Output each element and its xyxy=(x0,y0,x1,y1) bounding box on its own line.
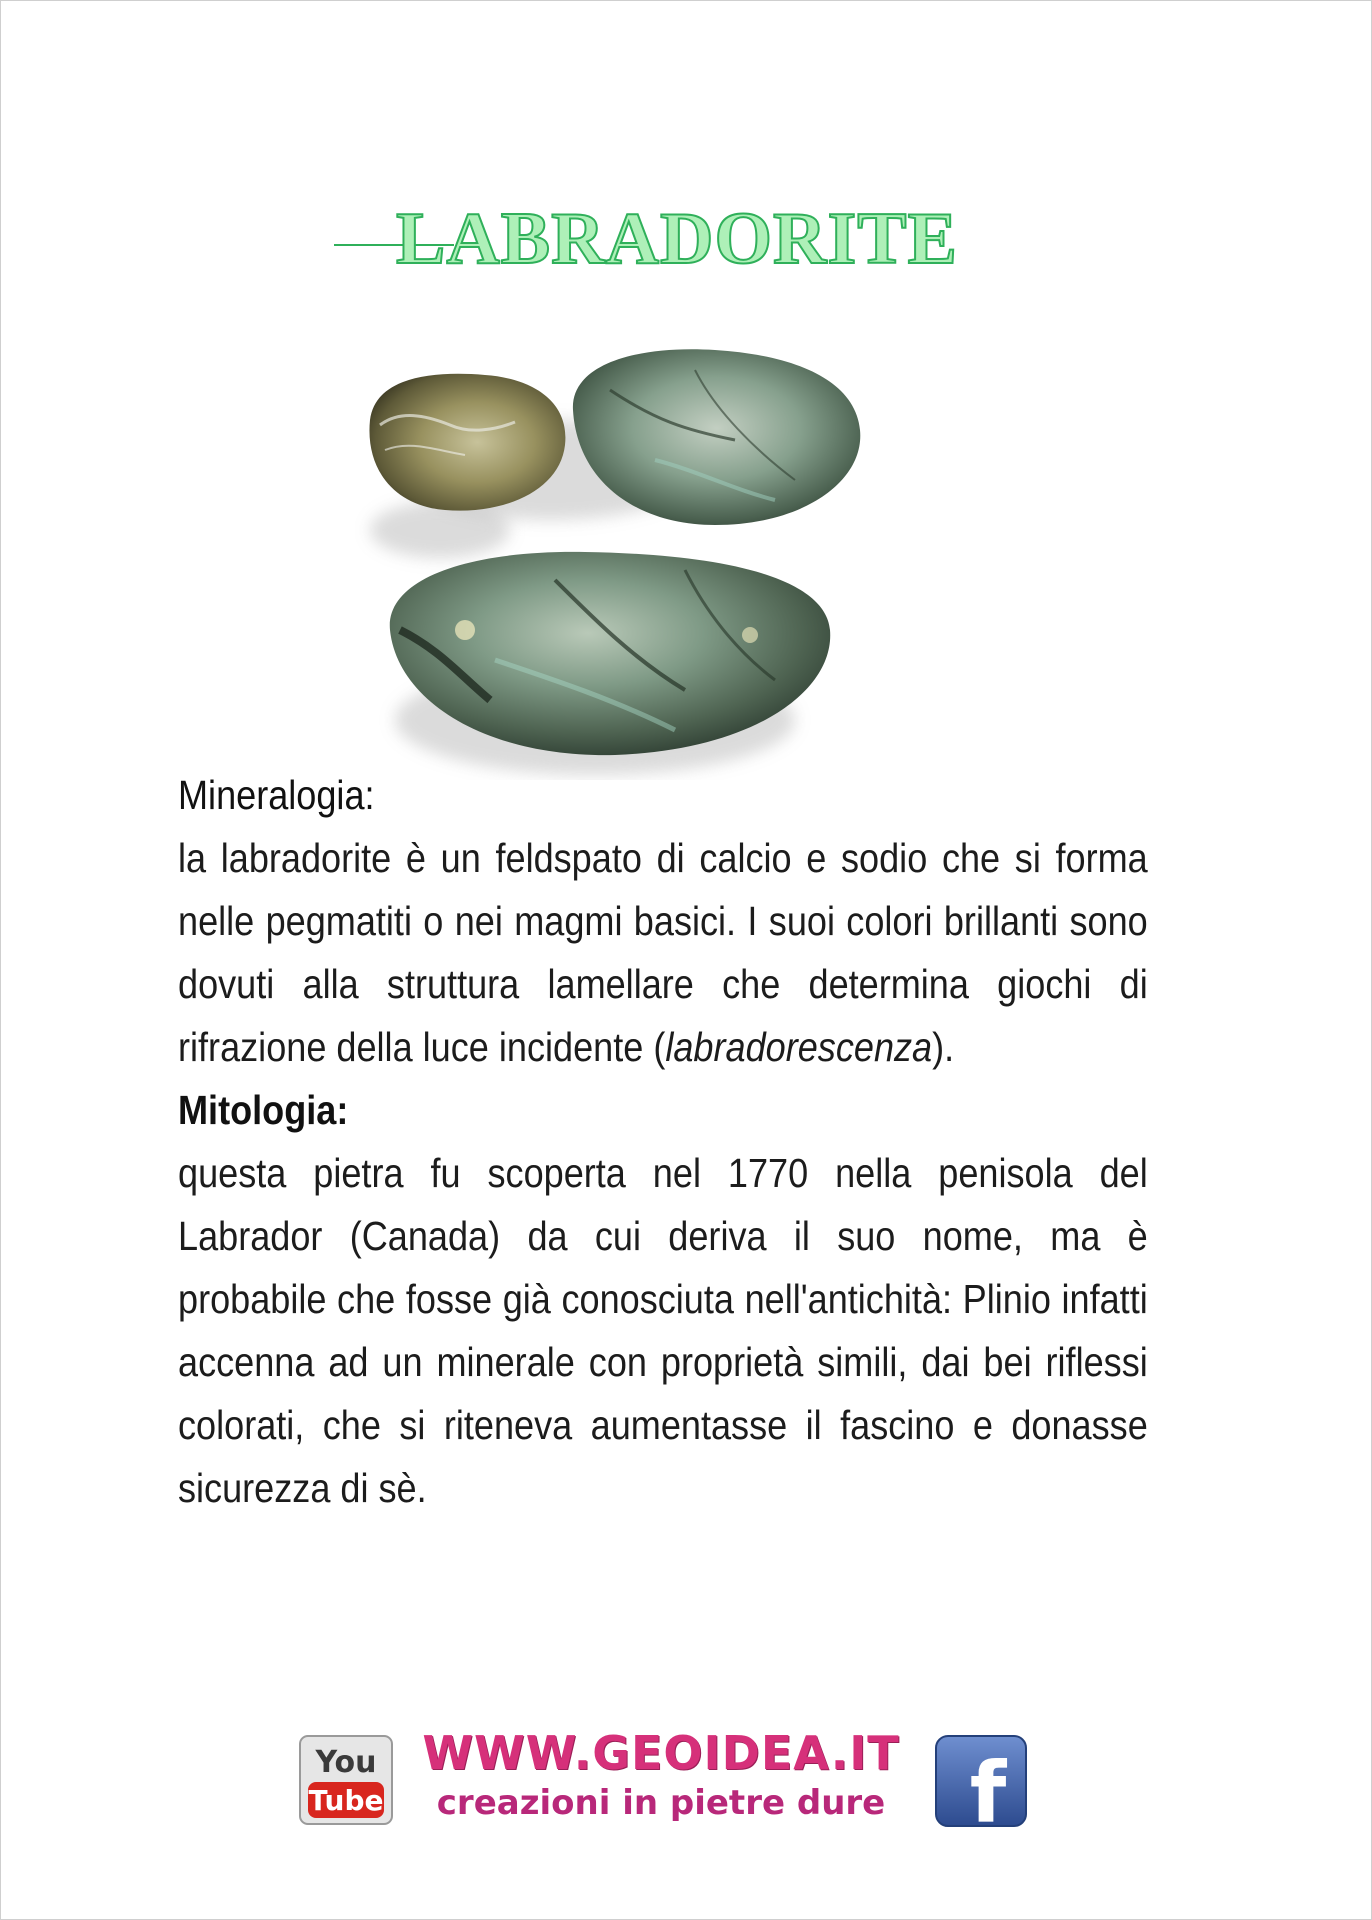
mineralogy-text-end: ). xyxy=(932,1024,955,1070)
mineralogy-italic-term: labradorescenza xyxy=(665,1024,933,1070)
mineralogy-paragraph xyxy=(178,827,1148,1079)
mythology-heading: Mitologia: xyxy=(178,1087,349,1133)
footer-tagline: creazioni in pietre dure xyxy=(436,1783,886,1823)
facebook-icon[interactable] xyxy=(934,1734,1028,1828)
mineralogy-text: la labradorite è un feldspato di calcio e sodio che si forma nelle pegmatiti o nei magmi basici. I suoi colori brillanti sono dovuti alla struttura lamellare che determina giochi di rifrazione della luce incidente ( xyxy=(178,835,1148,1070)
website-link[interactable]: WWW.GEOIDEA.IT xyxy=(422,1726,900,1780)
youtube-icon[interactable] xyxy=(298,1734,394,1826)
labradorite-stones-image xyxy=(355,330,915,780)
description-text xyxy=(178,764,1148,1520)
mythology-paragraph: questa pietra fu scoperta nel 1770 nella penisola del Labrador (Canada) da cui deriva il suo nome, ma è probabile che fosse già conosciuta nell'antichità: Plinio infatti accenna ad un minerale con proprietà simili, dai bei riflessi colorati, che si riteneva aumentasse il fascino e donasse sicurezza di sè. xyxy=(178,1150,1148,1511)
youtube-logo-tube: Tube xyxy=(308,1784,384,1817)
footer xyxy=(0,1726,1372,1830)
youtube-logo-you: You xyxy=(315,1745,377,1780)
page-title: LABRADORITE xyxy=(396,198,958,280)
mineralogy-heading: Mineralogia: xyxy=(178,772,375,818)
facebook-logo-f: f xyxy=(969,1744,1007,1828)
